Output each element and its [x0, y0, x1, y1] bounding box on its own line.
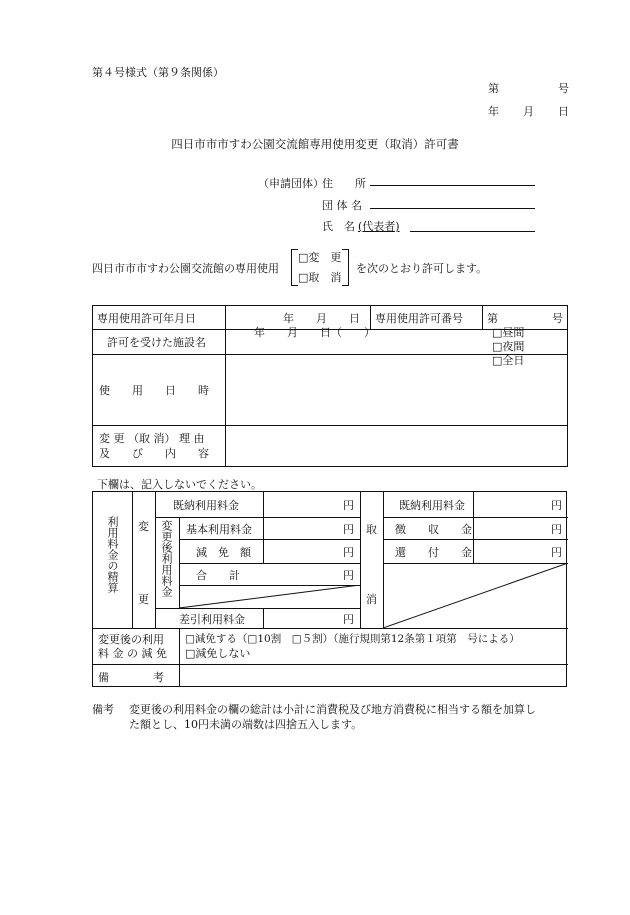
- already-paid-label: 既納利用料金: [173, 499, 239, 512]
- fee-hline-2: [179, 539, 360, 540]
- group-label: 団 体 名: [322, 199, 362, 212]
- refund-label: 還 付 金: [395, 546, 472, 559]
- fee-vline-7: [473, 492, 474, 563]
- footnote-label: 備考: [92, 703, 114, 716]
- vert-change-top: 変: [138, 520, 149, 533]
- cancel-diagonal: [383, 563, 568, 628]
- fee-hline-r2: [383, 539, 568, 540]
- yen-6: 円: [551, 499, 562, 512]
- total-label: 合 計: [196, 569, 240, 582]
- fee-vline-8: [179, 628, 180, 686]
- fee-vline-4: [263, 492, 264, 563]
- reduction-label: 減 免 額: [196, 546, 251, 559]
- left-bracket: [291, 249, 298, 286]
- yen-2: 円: [343, 523, 354, 536]
- option-cancel: □取 消: [298, 271, 342, 284]
- remarks-label: 備 考: [98, 671, 164, 684]
- vert-change-bottom: 更: [138, 593, 149, 606]
- yen-4: 円: [343, 569, 354, 582]
- document-title: 四日市市市すわ公園交流館専用使用変更（取消）許可書: [171, 137, 459, 151]
- name-label: 氏 名: [322, 220, 355, 233]
- fee-hline-7: [93, 664, 568, 665]
- permit-no-prefix: 第: [487, 311, 498, 325]
- use-date-label: 使 用 日 時: [93, 355, 226, 426]
- fee-table: [92, 491, 567, 687]
- date-year: 年: [488, 105, 499, 118]
- right-bracket: [342, 249, 349, 286]
- group-line: [370, 208, 535, 209]
- reduce-yes-option: □減免する（□10割 □５割）（施行規則第12条第１項第 号による）: [185, 633, 520, 645]
- footnote-line1: 変更後の利用料金の欄の総計は小計に消費税及び地方消費税に相当する額を加算し: [129, 703, 536, 716]
- fee-vline-5: [360, 492, 361, 628]
- option-change: □変 更: [298, 251, 342, 264]
- name-line: [410, 231, 535, 232]
- slot-day: □昼間: [492, 326, 525, 339]
- number-suffix: 号: [558, 82, 569, 95]
- reason-label: [93, 426, 226, 467]
- reduce-no-option: □減免しない: [185, 647, 251, 660]
- reduction-label-2: 料 金 の 減 免: [98, 647, 167, 660]
- permit-date-label: 専用使用許可年月日: [93, 306, 226, 330]
- statement-prefix: 四日市市市すわ公園交流館の専用使用: [92, 262, 279, 275]
- yen-5: 円: [343, 613, 354, 626]
- vert-main-label: 利用料金の精算: [106, 516, 119, 593]
- yen-7: 円: [551, 523, 562, 536]
- reason-value: [226, 426, 568, 467]
- facility-label: 許可を受けた施設名: [93, 330, 226, 355]
- number-prefix: 第: [488, 82, 499, 95]
- vert-cancel-bottom: 消: [366, 593, 377, 606]
- basic-fee-label: 基本利用料金: [186, 523, 252, 536]
- slot-night: □夜間: [492, 340, 525, 353]
- date-day: 日: [558, 105, 569, 118]
- total-diagonal: [179, 585, 360, 608]
- vert-cancel-top: 取: [366, 523, 377, 536]
- yen-3: 円: [343, 546, 354, 559]
- reason-label-line2: 及 び 内 容: [99, 447, 209, 460]
- vert-after-label: 変更後利用料金: [160, 520, 173, 597]
- form-label: 第４号様式（第９条関係）: [92, 66, 224, 79]
- applicant-label: （申請団体）: [258, 177, 324, 190]
- use-date-cell: [226, 326, 568, 426]
- statement-suffix: を次のとおり許可します。: [356, 262, 488, 275]
- fee-hline-1: [155, 517, 360, 518]
- cancel-already-paid-label: 既納利用料金: [399, 499, 465, 512]
- footnote-line2: た額とし、10円未満の端数は四捨五入します。: [129, 718, 363, 731]
- fee-hline-6: [93, 628, 568, 629]
- note-below: 下欄は、記入しないでください。: [97, 478, 262, 491]
- permit-date-value: 年 月 日: [226, 306, 371, 330]
- reduction-label-1: 変更後の利用: [98, 633, 164, 646]
- fee-vline-4b: [263, 608, 264, 628]
- collect-label: 徴 収 金: [395, 523, 472, 536]
- fee-hline-5: [155, 608, 360, 609]
- use-date-value: 年 月 日（ ）: [254, 326, 375, 339]
- permit-no-label: 専用使用許可番号: [371, 306, 483, 330]
- permit-no-suffix: 号: [552, 311, 563, 325]
- date-month: 月: [523, 105, 534, 118]
- reason-label-line1: 変 更 （取 消） 理 由: [99, 432, 205, 445]
- address-label: 住 所: [322, 177, 366, 190]
- address-line: [370, 185, 535, 186]
- fee-hline-r1: [383, 517, 568, 518]
- yen-8: 円: [551, 546, 562, 559]
- rep-label: (代表者): [358, 220, 400, 233]
- permit-table: [92, 305, 568, 467]
- fee-hline-3: [179, 563, 360, 564]
- fee-vline-1: [132, 492, 133, 628]
- yen-1: 円: [343, 499, 354, 512]
- diff-fee-label: 差引利用料金: [179, 613, 245, 626]
- slot-all: □全日: [492, 354, 525, 367]
